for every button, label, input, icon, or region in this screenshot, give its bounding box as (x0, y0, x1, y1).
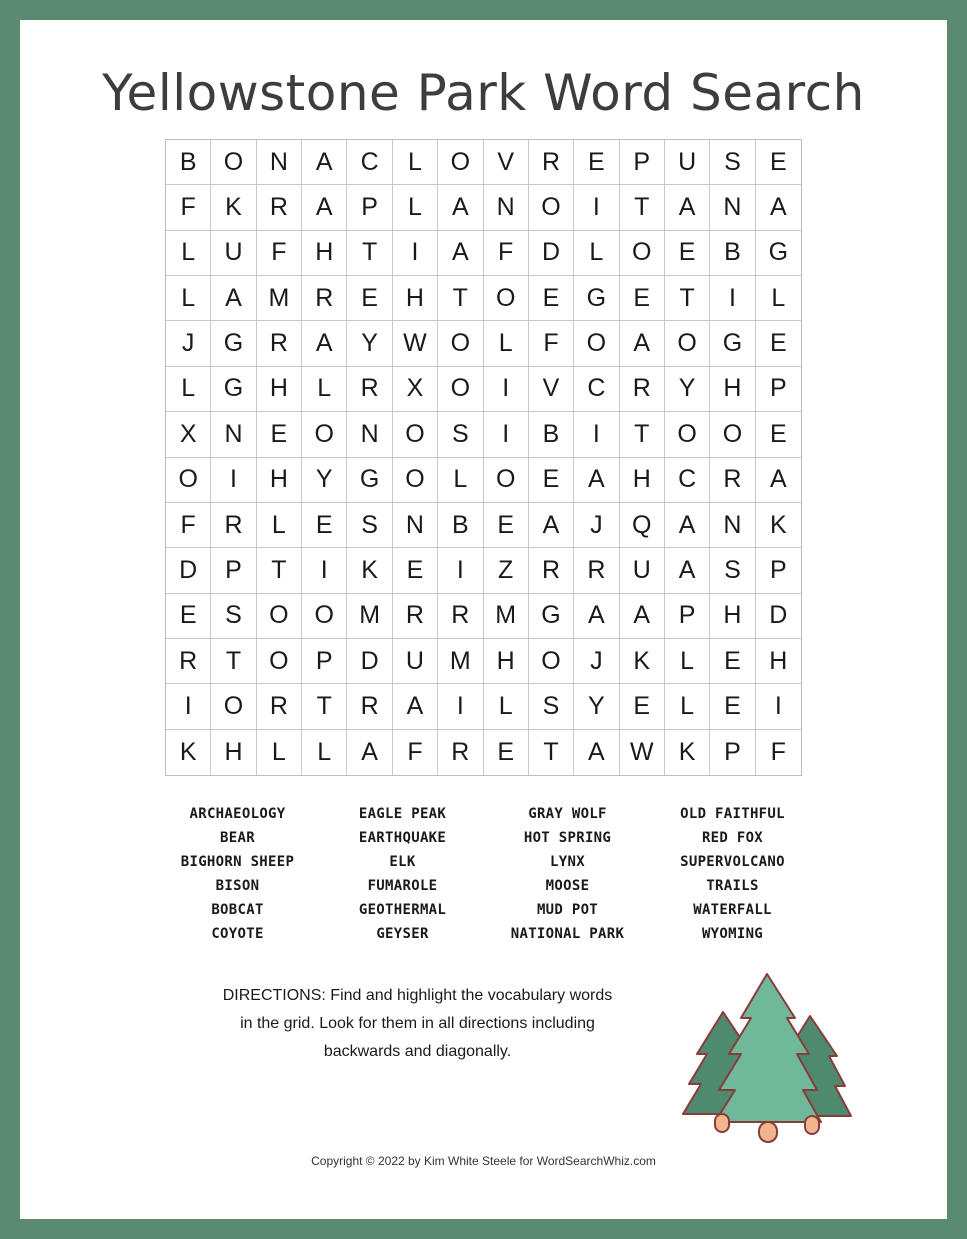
directions-line: DIRECTIONS: Find and highlight the vocabulary words (222, 987, 613, 1004)
grid-cell: E (665, 231, 710, 276)
grid-cell: Y (574, 684, 619, 729)
grid-cell: I (393, 231, 438, 276)
directions-line: backwards and diagonally. (323, 1043, 512, 1060)
grid-cell: E (257, 412, 302, 457)
word-list-item: NATIONAL PARK (510, 926, 625, 942)
grid-cell: Q (620, 503, 665, 548)
grid-cell: A (393, 684, 438, 729)
word-column (320, 802, 485, 946)
grid-cell: R (438, 594, 483, 639)
grid-cell: E (393, 548, 438, 593)
pine-trees-icon (675, 972, 855, 1147)
grid-cell: A (665, 185, 710, 230)
grid-cell: P (211, 548, 256, 593)
grid-cell: G (710, 321, 755, 366)
grid-cell: O (484, 276, 529, 321)
grid-cell: A (438, 185, 483, 230)
grid-cell: A (302, 140, 347, 185)
grid-cell: I (756, 684, 801, 729)
grid-cell: W (393, 321, 438, 366)
grid-cell: U (620, 548, 665, 593)
grid-cell: I (166, 684, 211, 729)
grid-cell: B (710, 231, 755, 276)
grid-cell: E (529, 458, 574, 503)
grid-cell: R (438, 730, 483, 775)
grid-cell: H (257, 458, 302, 503)
grid-cell: N (211, 412, 256, 457)
grid-cell: O (484, 458, 529, 503)
word-list-item: MOOSE (545, 878, 590, 894)
grid-cell: L (665, 639, 710, 684)
grid-cell: O (257, 639, 302, 684)
grid-cell: O (166, 458, 211, 503)
word-list-item: SUPERVOLCANO (680, 854, 785, 870)
grid-cell: U (665, 140, 710, 185)
grid-cell: S (529, 684, 574, 729)
grid-cell: V (484, 140, 529, 185)
grid-cell: O (438, 140, 483, 185)
worksheet-page (20, 20, 947, 1219)
grid-cell: O (257, 594, 302, 639)
grid-cell: U (393, 639, 438, 684)
grid-cell: O (529, 185, 574, 230)
grid-cell: T (257, 548, 302, 593)
word-list-item: BOBCAT (211, 902, 264, 918)
grid-cell: A (211, 276, 256, 321)
grid-cell: G (211, 321, 256, 366)
grid-cell: H (257, 367, 302, 412)
grid-cell: E (574, 140, 619, 185)
grid-cell: A (302, 321, 347, 366)
grid-cell: S (710, 548, 755, 593)
grid-cell: I (710, 276, 755, 321)
grid-cell: K (347, 548, 392, 593)
grid-cell: O (211, 684, 256, 729)
grid-cell: O (393, 412, 438, 457)
grid-cell: L (166, 231, 211, 276)
word-list-item: GRAY WOLF (528, 806, 607, 822)
grid-cell: F (529, 321, 574, 366)
grid-cell: A (665, 503, 710, 548)
grid-cell: M (484, 594, 529, 639)
word-list-item: WYOMING (701, 926, 764, 942)
grid-cell: O (438, 321, 483, 366)
grid-cell: L (393, 185, 438, 230)
grid-cell: O (710, 412, 755, 457)
grid-cell: D (756, 594, 801, 639)
word-list-item: BIGHORN SHEEP (180, 854, 295, 870)
grid-cell: I (574, 185, 619, 230)
grid-cell: L (438, 458, 483, 503)
grid-cell: I (574, 412, 619, 457)
grid-cell: G (211, 367, 256, 412)
grid-cell: D (529, 231, 574, 276)
grid-cell: S (347, 503, 392, 548)
grid-cell: F (257, 231, 302, 276)
grid-cell: A (620, 321, 665, 366)
grid-cell: L (393, 140, 438, 185)
letter-grid (165, 139, 802, 776)
grid-cell: G (529, 594, 574, 639)
grid-cell: E (166, 594, 211, 639)
grid-cell: P (756, 548, 801, 593)
grid-cell: J (574, 503, 619, 548)
word-list-item: COYOTE (211, 926, 264, 942)
grid-cell: L (484, 321, 529, 366)
grid-cell: T (347, 231, 392, 276)
grid-cell: R (393, 594, 438, 639)
grid-cell: C (665, 458, 710, 503)
word-list-item: EAGLE PEAK (358, 806, 447, 822)
grid-cell: E (756, 412, 801, 457)
grid-cell: W (620, 730, 665, 775)
grid-cell: A (574, 730, 619, 775)
grid-cell: H (710, 367, 755, 412)
grid-cell: A (756, 185, 801, 230)
grid-cell: E (710, 684, 755, 729)
grid-cell: R (302, 276, 347, 321)
grid-cell: H (710, 594, 755, 639)
grid-cell: A (529, 503, 574, 548)
grid-cell: R (257, 321, 302, 366)
grid-cell: R (529, 548, 574, 593)
grid-cell: F (393, 730, 438, 775)
grid-cell: P (302, 639, 347, 684)
grid-cell: E (756, 140, 801, 185)
grid-cell: A (302, 185, 347, 230)
grid-cell: O (665, 412, 710, 457)
grid-cell: T (302, 684, 347, 729)
grid-cell: A (438, 231, 483, 276)
grid-cell: E (710, 639, 755, 684)
grid-cell: R (620, 367, 665, 412)
grid-cell: N (710, 503, 755, 548)
grid-cell: P (620, 140, 665, 185)
grid-cell: A (347, 730, 392, 775)
grid-cell: N (484, 185, 529, 230)
word-list-item: RED FOX (701, 830, 764, 846)
grid-cell: Z (484, 548, 529, 593)
grid-cell: T (438, 276, 483, 321)
grid-cell: T (620, 185, 665, 230)
grid-cell: A (574, 458, 619, 503)
grid-cell: X (393, 367, 438, 412)
word-column (485, 802, 650, 946)
grid-cell: E (620, 684, 665, 729)
grid-cell: E (347, 276, 392, 321)
grid-cell: E (756, 321, 801, 366)
grid-cell: H (484, 639, 529, 684)
grid-cell: N (710, 185, 755, 230)
grid-cell: H (756, 639, 801, 684)
grid-cell: I (438, 684, 483, 729)
grid-cell: I (302, 548, 347, 593)
grid-cell: T (620, 412, 665, 457)
grid-cell: R (211, 503, 256, 548)
grid-cell: R (574, 548, 619, 593)
grid-cell: E (620, 276, 665, 321)
grid-cell: O (665, 321, 710, 366)
grid-cell: F (166, 185, 211, 230)
grid-cell: O (438, 367, 483, 412)
grid-cell: H (620, 458, 665, 503)
grid-cell: Y (302, 458, 347, 503)
grid-cell: P (710, 730, 755, 775)
copyright-text: Copyright © 2022 by Kim White Steele for WordSearchWhiz.com (311, 1154, 656, 1168)
grid-cell: M (347, 594, 392, 639)
word-list-item: BEAR (220, 830, 255, 846)
grid-cell: G (574, 276, 619, 321)
grid-cell: D (347, 639, 392, 684)
grid-cell: B (166, 140, 211, 185)
grid-cell: L (166, 276, 211, 321)
word-list-item: GEOTHERMAL (358, 902, 447, 918)
grid-cell: O (574, 321, 619, 366)
grid-cell: S (438, 412, 483, 457)
grid-cell: O (302, 594, 347, 639)
grid-cell: K (166, 730, 211, 775)
word-list-item: MUD POT (536, 902, 599, 918)
grid-cell: K (211, 185, 256, 230)
word-list-item: TRAILS (706, 878, 759, 894)
word-column (155, 802, 320, 946)
directions-line: in the grid. Look for them in all directions including (240, 1015, 595, 1032)
word-list-item: EARTHQUAKE (358, 830, 447, 846)
grid-cell: E (302, 503, 347, 548)
page-title: Yellowstone Park Word Search (102, 64, 865, 122)
grid-cell: O (529, 639, 574, 684)
grid-cell: J (166, 321, 211, 366)
grid-cell: M (257, 276, 302, 321)
grid-cell: R (710, 458, 755, 503)
grid-cell: B (529, 412, 574, 457)
grid-cell: L (166, 367, 211, 412)
grid-cell: L (665, 684, 710, 729)
grid-cell: I (484, 412, 529, 457)
word-list-item: ELK (389, 854, 416, 870)
grid-cell: E (484, 503, 529, 548)
grid-cell: C (574, 367, 619, 412)
grid-cell: V (529, 367, 574, 412)
grid-cell: L (302, 730, 347, 775)
grid-cell: P (347, 185, 392, 230)
grid-cell: A (574, 594, 619, 639)
grid-cell: O (620, 231, 665, 276)
grid-cell: F (166, 503, 211, 548)
word-list-item: FUMAROLE (367, 878, 438, 894)
grid-cell: T (211, 639, 256, 684)
grid-cell: O (302, 412, 347, 457)
grid-cell: P (665, 594, 710, 639)
grid-cell: A (620, 594, 665, 639)
grid-cell: L (756, 276, 801, 321)
grid-cell: L (484, 684, 529, 729)
word-list-item: GEYSER (376, 926, 429, 942)
word-list-item: LYNX (550, 854, 585, 870)
word-list-item: BISON (215, 878, 260, 894)
grid-cell: S (211, 594, 256, 639)
grid-cell: R (347, 367, 392, 412)
grid-cell: T (529, 730, 574, 775)
grid-cell: N (393, 503, 438, 548)
word-list-item: WATERFALL (693, 902, 772, 918)
grid-cell: L (302, 367, 347, 412)
grid-cell: R (347, 684, 392, 729)
grid-cell: G (347, 458, 392, 503)
grid-cell: H (302, 231, 347, 276)
grid-cell: N (347, 412, 392, 457)
word-list-item: OLD FAITHFUL (680, 806, 785, 822)
grid-cell: R (166, 639, 211, 684)
word-list (155, 802, 815, 946)
grid-cell: A (665, 548, 710, 593)
grid-cell: N (257, 140, 302, 185)
grid-cell: F (484, 231, 529, 276)
grid-cell: O (211, 140, 256, 185)
grid-cell: D (166, 548, 211, 593)
word-list-item: HOT SPRING (523, 830, 612, 846)
grid-cell: P (756, 367, 801, 412)
grid-cell: R (257, 684, 302, 729)
grid-cell: K (665, 730, 710, 775)
grid-cell: L (257, 730, 302, 775)
grid-cell: L (257, 503, 302, 548)
grid-cell: L (574, 231, 619, 276)
grid-cell: K (756, 503, 801, 548)
grid-cell: A (756, 458, 801, 503)
grid-cell: M (438, 639, 483, 684)
word-list-item: ARCHAEOLOGY (189, 806, 286, 822)
grid-cell: H (393, 276, 438, 321)
grid-cell: H (211, 730, 256, 775)
grid-cell: Y (347, 321, 392, 366)
grid-cell: K (620, 639, 665, 684)
grid-cell: U (211, 231, 256, 276)
grid-cell: X (166, 412, 211, 457)
grid-cell: F (770, 737, 786, 766)
grid-cell: G (756, 231, 801, 276)
grid-cell: I (211, 458, 256, 503)
grid-cell: R (529, 140, 574, 185)
word-column (650, 802, 815, 946)
grid-cell: R (257, 185, 302, 230)
grid-cell: I (438, 548, 483, 593)
grid-cell: O (393, 458, 438, 503)
directions-text (180, 982, 655, 1066)
grid-cell: Y (665, 367, 710, 412)
grid-cell: E (529, 276, 574, 321)
grid-cell: C (347, 140, 392, 185)
grid-cell: J (574, 639, 619, 684)
grid-cell: I (484, 367, 529, 412)
grid-cell: B (438, 503, 483, 548)
grid-cell: E (484, 730, 529, 775)
grid-cell: S (710, 140, 755, 185)
grid-cell: T (665, 276, 710, 321)
